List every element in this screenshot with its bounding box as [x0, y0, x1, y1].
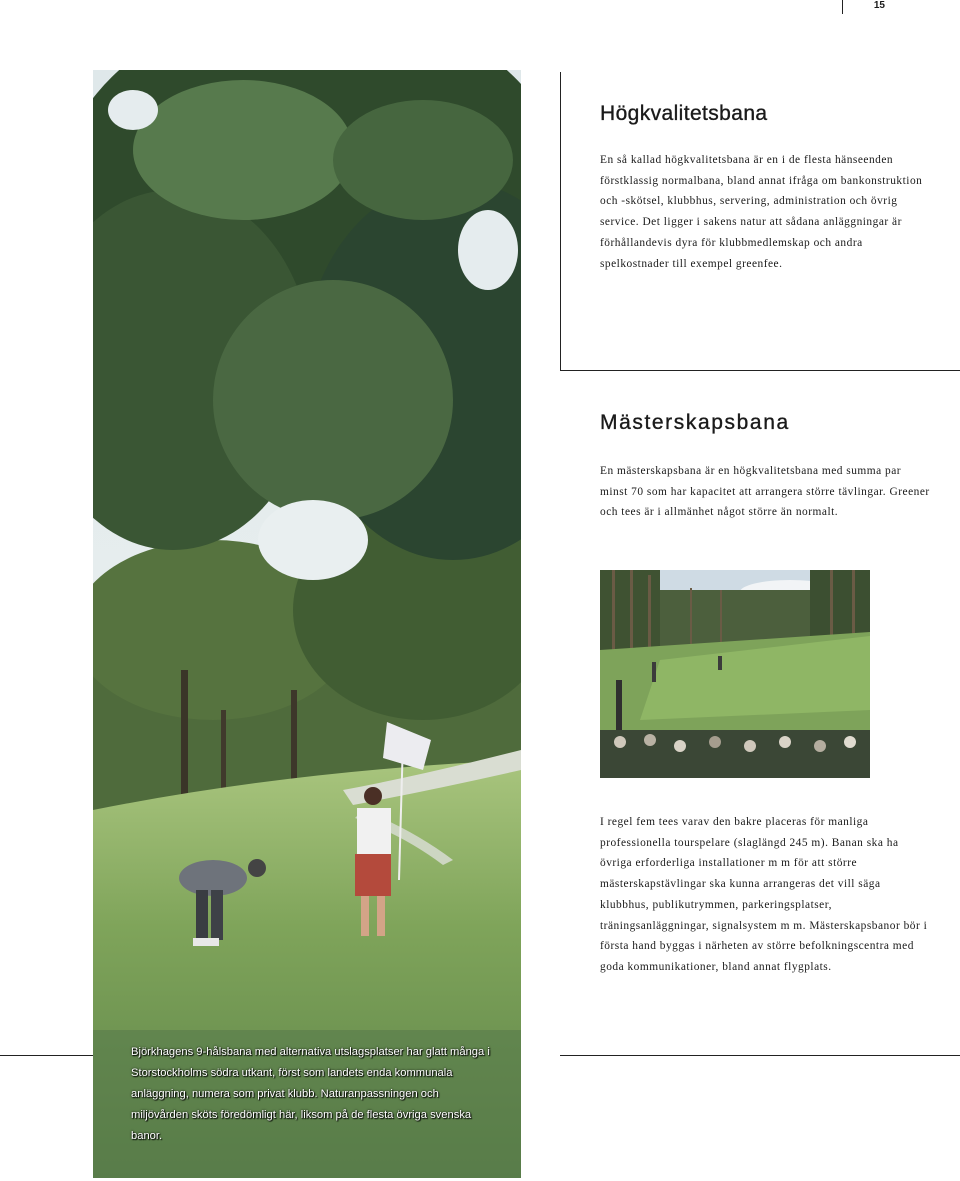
vertical-divider: [560, 72, 561, 370]
heading-hogkvalitetsbana: Högkvalitetsbana: [600, 102, 768, 125]
masterskap-body: En mästerskapsbana är en högkvalitetsbana med summa par minst 70 som har kapacitet att arrangera större tävlingar. Greener och tees är i allmänhet något större än normalt.: [600, 465, 930, 519]
golf-green-photo: [93, 70, 521, 1178]
tournament-photo: [600, 570, 870, 778]
page-number: 15: [842, 0, 899, 14]
section-divider: [560, 370, 960, 371]
masterskap-body-continued: I regel fem tees varav den bakre placeras för manliga professionella tourspelare (slaglängd 245 m). Banan ska ha övriga erforderliga installationer m m för att större mästerskapstävlingar ska kunna arrangeras det vill säga klubbhus, publikutrymmen, parkeringsplatser, träningsanläggningar, signalsystem m m. Mästerskapsbanor bör i första hand byggas i närheten av större befolkningscentra med goda kommunikationer, bland annat flygplats.: [600, 816, 928, 973]
photo-caption: Björkhagens 9-hålsbana med alternativa utslagsplatser har glatt många i Storstockholms södra utkant, först som landets enda kommunala anläggning, numera som privat klubb. Naturanpassningen och miljövården sköts föredömligt här, liksom på de flesta övriga svenska banor.: [131, 1046, 490, 1142]
bottom-divider-left: [0, 1055, 93, 1056]
bottom-divider: [560, 1055, 960, 1056]
heading-masterskapsbana: Mästerskapsbana: [600, 411, 790, 434]
hogkvalitet-body: En så kallad högkvalitetsbana är en i de flesta hänseenden förstklassig normalbana, bland annat ifråga om bankonstruktion och -skötsel, klubbhus, servering, administration och övrig service. Det ligger i sakens natur att sådana anläggningar är förhållandevis dyra för klubbmedlemskap och andra spelkostnader till exempel greenfee.: [600, 154, 923, 270]
